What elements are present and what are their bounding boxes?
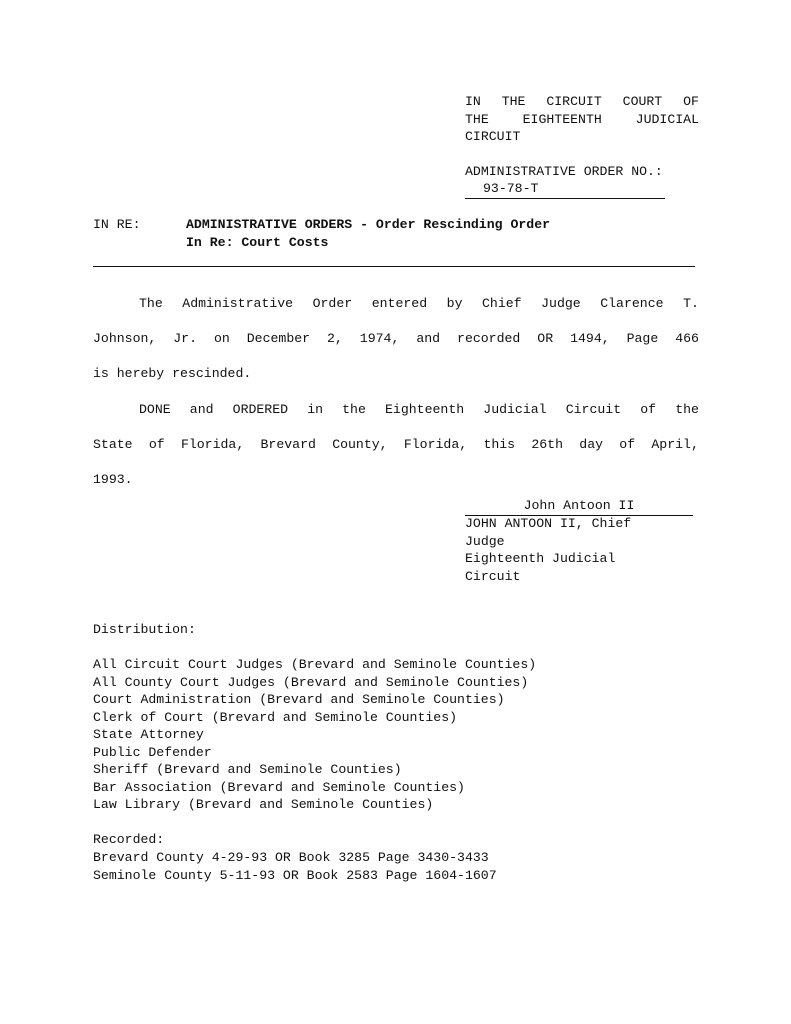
word: of bbox=[619, 437, 636, 452]
signature-line-2: Judge bbox=[465, 533, 505, 549]
distribution-item: State Attorney bbox=[93, 727, 204, 742]
distribution-label: Distribution: bbox=[93, 622, 196, 637]
distribution-item: Law Library (Brevard and Seminole Counties) bbox=[93, 797, 434, 812]
word: Order bbox=[312, 296, 353, 311]
word: COURT bbox=[622, 94, 663, 109]
distribution-item: Sheriff (Brevard and Seminole Counties) bbox=[93, 762, 402, 777]
word: The bbox=[139, 296, 163, 311]
word: on bbox=[213, 331, 230, 346]
distribution-item: Public Defender bbox=[93, 744, 212, 760]
word: THE bbox=[465, 111, 489, 127]
word: December bbox=[246, 331, 311, 346]
word: Administrative bbox=[182, 296, 294, 311]
word: Florida, bbox=[403, 437, 468, 452]
word: Jr. bbox=[173, 331, 198, 346]
word: Judicial bbox=[483, 402, 547, 417]
word: 466 bbox=[675, 331, 699, 346]
word: and bbox=[189, 402, 214, 417]
word: Eighteenth bbox=[385, 402, 465, 417]
order-number-field bbox=[465, 180, 665, 199]
word: the bbox=[675, 402, 699, 417]
word: Florida, bbox=[180, 437, 245, 452]
word: THE bbox=[501, 94, 526, 109]
signature-line-4: Circuit bbox=[465, 568, 521, 584]
caption-line-3: CIRCUIT bbox=[465, 129, 521, 144]
word: 1494, bbox=[570, 331, 610, 346]
word: Page bbox=[626, 331, 659, 346]
signature-line-1: JOHN ANTOON II, Chief bbox=[465, 516, 632, 531]
recorded-label: Recorded: bbox=[93, 832, 165, 847]
distribution-item: All County Court Judges (Brevard and Seminole Counties) bbox=[93, 674, 529, 690]
word: the bbox=[342, 402, 366, 417]
word: OR bbox=[537, 331, 554, 346]
word: day bbox=[579, 437, 604, 452]
word: 1974, bbox=[359, 331, 400, 346]
word: CIRCUIT bbox=[546, 94, 602, 109]
word: Judge bbox=[541, 296, 581, 311]
word: T. bbox=[683, 296, 699, 311]
word: DONE bbox=[139, 402, 171, 417]
paragraph-1-line-1 bbox=[93, 286, 699, 321]
distribution-item: Clerk of Court (Brevard and Seminole Counties) bbox=[93, 709, 458, 725]
paragraph-2-line-1 bbox=[93, 392, 699, 427]
order-paragraph-1 bbox=[93, 286, 699, 391]
word: Clarence bbox=[600, 296, 664, 311]
distribution-item: Court Administration (Brevard and Seminole Counties) bbox=[93, 692, 505, 707]
word: State bbox=[93, 437, 133, 452]
distribution-list bbox=[93, 656, 536, 814]
word: in bbox=[307, 402, 324, 417]
paragraph-2-line-3: 1993. bbox=[93, 472, 133, 487]
word: EIGHTEENTH bbox=[522, 111, 602, 127]
recorded-item: Brevard County 4-29-93 OR Book 3285 Page 3430-3433 bbox=[93, 850, 489, 865]
signed-name: John Antoon II bbox=[523, 498, 635, 513]
word: Johnson, bbox=[93, 331, 157, 346]
distribution-item: All Circuit Court Judges (Brevard and Seminole Counties) bbox=[93, 657, 537, 672]
signature-block bbox=[465, 515, 675, 585]
word: County, bbox=[332, 437, 388, 452]
paragraph-2-line-2 bbox=[93, 427, 699, 462]
paragraph-1-line-3: is hereby rescinded. bbox=[93, 366, 252, 381]
in-re-label: IN RE: bbox=[93, 217, 141, 232]
order-paragraph-2 bbox=[93, 392, 699, 497]
word: ORDERED bbox=[232, 402, 289, 417]
word: 2, bbox=[327, 331, 343, 346]
word: Chief bbox=[482, 296, 522, 311]
horizontal-rule bbox=[93, 266, 695, 267]
word: of bbox=[640, 402, 657, 417]
order-number-value: 93-78-T bbox=[483, 181, 539, 196]
signature-line-3: Eighteenth Judicial bbox=[465, 551, 616, 566]
word: Circuit bbox=[565, 402, 622, 417]
in-re-subject-line-2: In Re: Court Costs bbox=[186, 234, 329, 250]
paragraph-1-line-2 bbox=[93, 321, 699, 356]
order-number-label: ADMINISTRATIVE ORDER NO.: bbox=[465, 164, 663, 179]
caption-line-2 bbox=[465, 111, 699, 129]
word: entered bbox=[371, 296, 428, 311]
word: JUDICIAL bbox=[635, 111, 699, 127]
word: April, bbox=[651, 437, 699, 452]
in-re-subject bbox=[186, 216, 550, 251]
in-re-subject-line-1: ADMINISTRATIVE ORDERS - Order Rescinding Order bbox=[186, 217, 551, 232]
word: OF bbox=[683, 94, 699, 109]
distribution-item: Bar Association (Brevard and Seminole Counties) bbox=[93, 779, 465, 795]
recorded-list bbox=[93, 849, 497, 884]
word: Brevard bbox=[260, 437, 316, 452]
word: recorded bbox=[457, 331, 521, 346]
word: and bbox=[416, 331, 441, 346]
word: 26th bbox=[531, 437, 564, 452]
court-caption bbox=[465, 93, 699, 146]
caption-line-1 bbox=[465, 93, 699, 111]
word: this bbox=[483, 437, 516, 452]
word: IN bbox=[465, 94, 481, 109]
signature-line bbox=[465, 497, 693, 516]
word: of bbox=[148, 437, 165, 452]
recorded-item: Seminole County 5-11-93 OR Book 2583 Page 1604-1607 bbox=[93, 867, 497, 883]
word: by bbox=[446, 296, 463, 311]
